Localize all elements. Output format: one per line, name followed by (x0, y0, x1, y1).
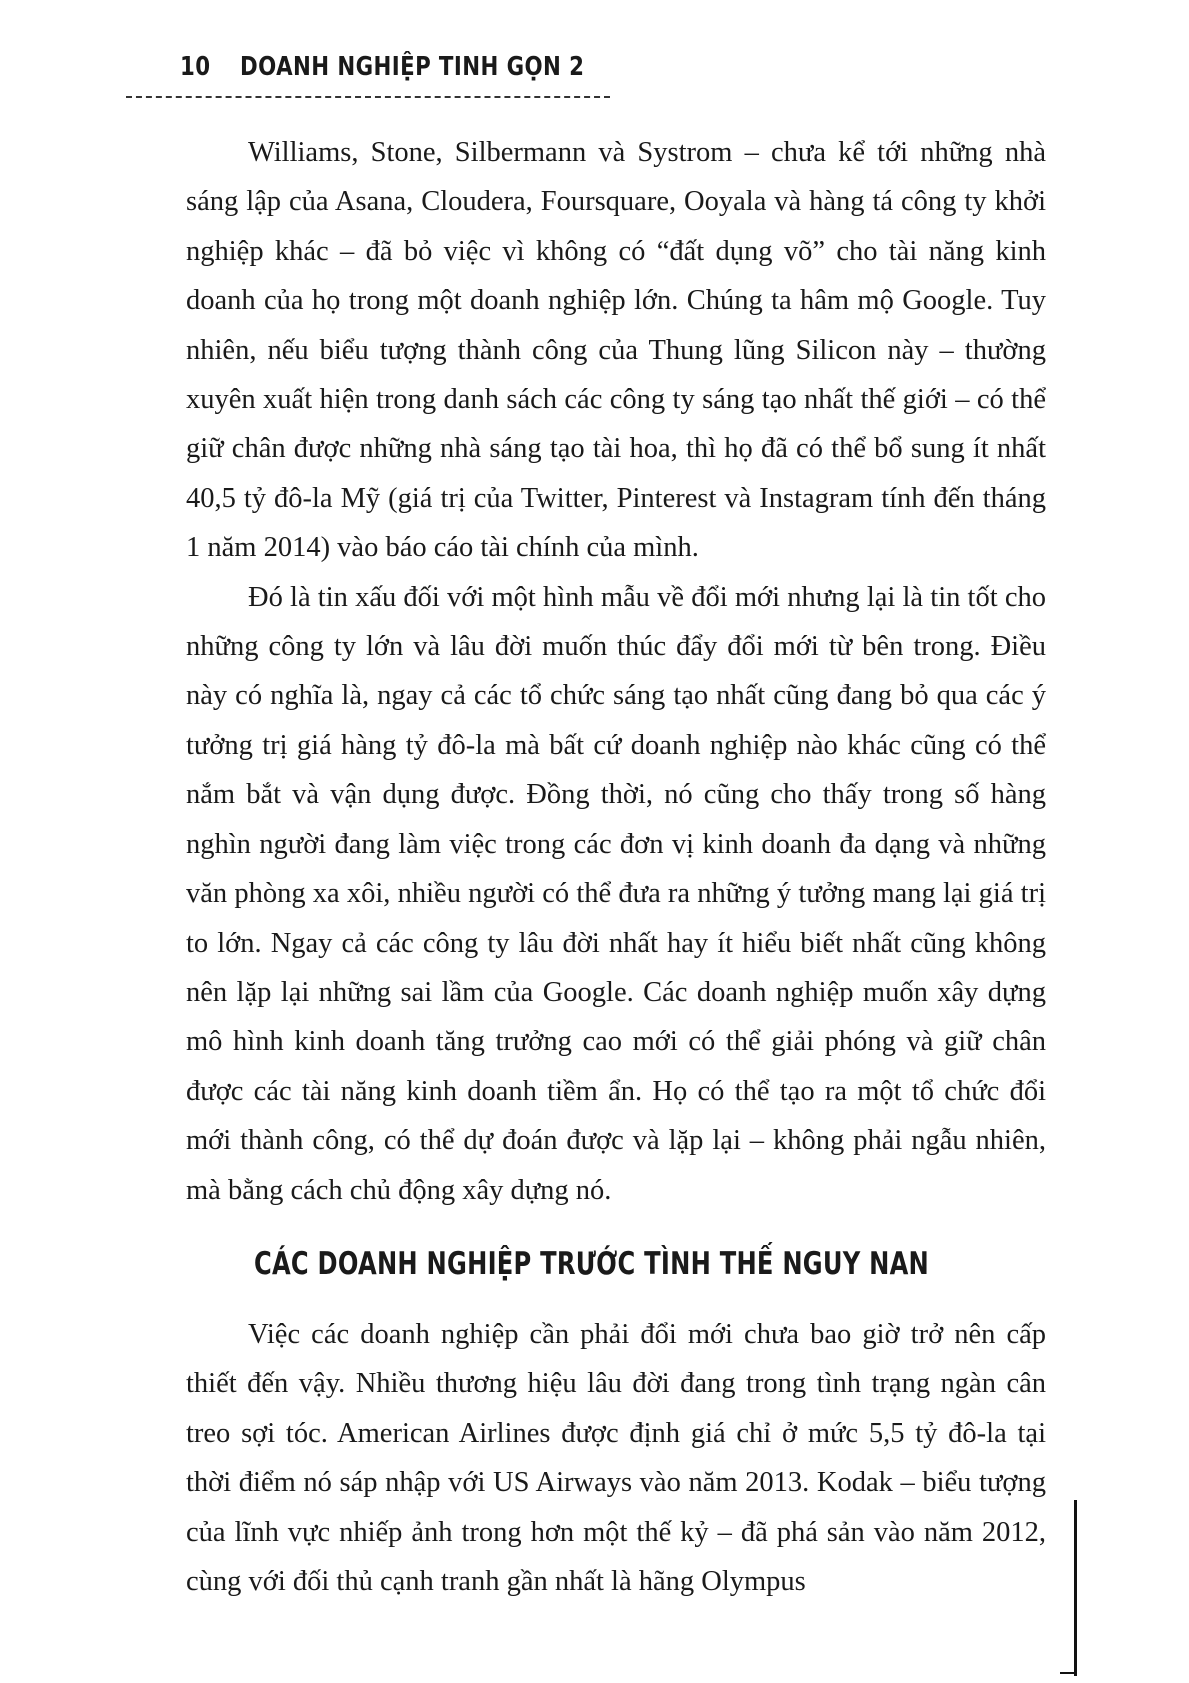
paragraph: Đó là tin xấu đối với một hình mẫu về đổi mới nhưng lại là tin tốt cho những công ty lớn và lâu đời muốn thúc đẩy đổi mới từ bên trong. Điều này có nghĩa là, ngay cả các tổ chức sáng tạo nhất cũng đang bỏ qua các ý tưởng trị giá hàng tỷ đô-la mà bất cứ doanh nghiệp nào khác cũng có thể nắm bắt và vận dụng được. Đồng thời, nó cũng cho thấy trong số hàng nghìn người đang làm việc trong các đơn vị kinh doanh đa dạng và những văn phòng xa xôi, nhiều người có thể đưa ra những ý tưởng mang lại giá trị to lớn. Ngay cả các công ty lâu đời nhất hay ít hiểu biết nhất cũng không nên lặp lại những sai lầm của Google. Các doanh nghiệp muốn xây dựng mô hình kinh doanh tăng trưởng cao mới có thể giải phóng và giữ chân được các tài năng kinh doanh tiềm ẩn. Họ có thể tạo ra một tổ chức đổi mới thành công, có thể dự đoán được và lặp lại – không phải ngẫu nhiên, mà bằng cách chủ động xây dựng nó. (186, 581, 1046, 1206)
running-head (180, 52, 584, 82)
body-text-section (186, 1310, 1046, 1606)
body-text-top (186, 128, 1046, 1215)
header-dashed-rule (126, 96, 610, 98)
paragraph: Williams, Stone, Silbermann và Systrom – chưa kể tới những nhà sáng lập của Asana, Cloudera, Foursquare, Ooyala và hàng tá công ty khởi nghiệp khác – đã bỏ việc vì không có “đất dụng võ” cho tài năng kinh doanh của họ trong một doanh nghiệp lớn. Chúng ta hâm mộ Google. Tuy nhiên, nếu biểu tượng thành công của Thung lũng Silicon này – thường xuyên xuất hiện trong danh sách các công ty sáng tạo nhất thế giới – có thể giữ chân được những nhà sáng tạo tài hoa, thì họ đã có thể bổ sung ít nhất 40,5 tỷ đô-la Mỹ (giá trị của Twitter, Pinterest và Instagram tính đến tháng 1 năm 2014) vào báo cáo tài chính của mình. (186, 137, 1046, 564)
book-title: DOANH NGHIỆP TINH GỌN 2 (240, 52, 585, 82)
page-number: 10 (180, 52, 211, 82)
paragraph: Việc các doanh nghiệp cần phải đổi mới chưa bao giờ trở nên cấp thiết đến vậy. Nhiều thương hiệu lâu đời đang trong tình trạng ngàn cân treo sợi tóc. American Airlines được định giá chỉ ở mức 5,5 tỷ đô-la tại thời điểm nó sáp nhập với US Airways vào năm 2013. Kodak – biểu tượng của lĩnh vực nhiếp ảnh trong hơn một thế kỷ – đã phá sản vào năm 2012, cùng với đối thủ cạnh tranh gần nhất là hãng Olympus (186, 1319, 1046, 1598)
section-heading: CÁC DOANH NGHIỆP TRƯỚC TÌNH THẾ NGUY NAN (254, 1246, 930, 1282)
page-edge-corner (1060, 1672, 1077, 1674)
page-edge-shadow (1074, 1500, 1077, 1676)
